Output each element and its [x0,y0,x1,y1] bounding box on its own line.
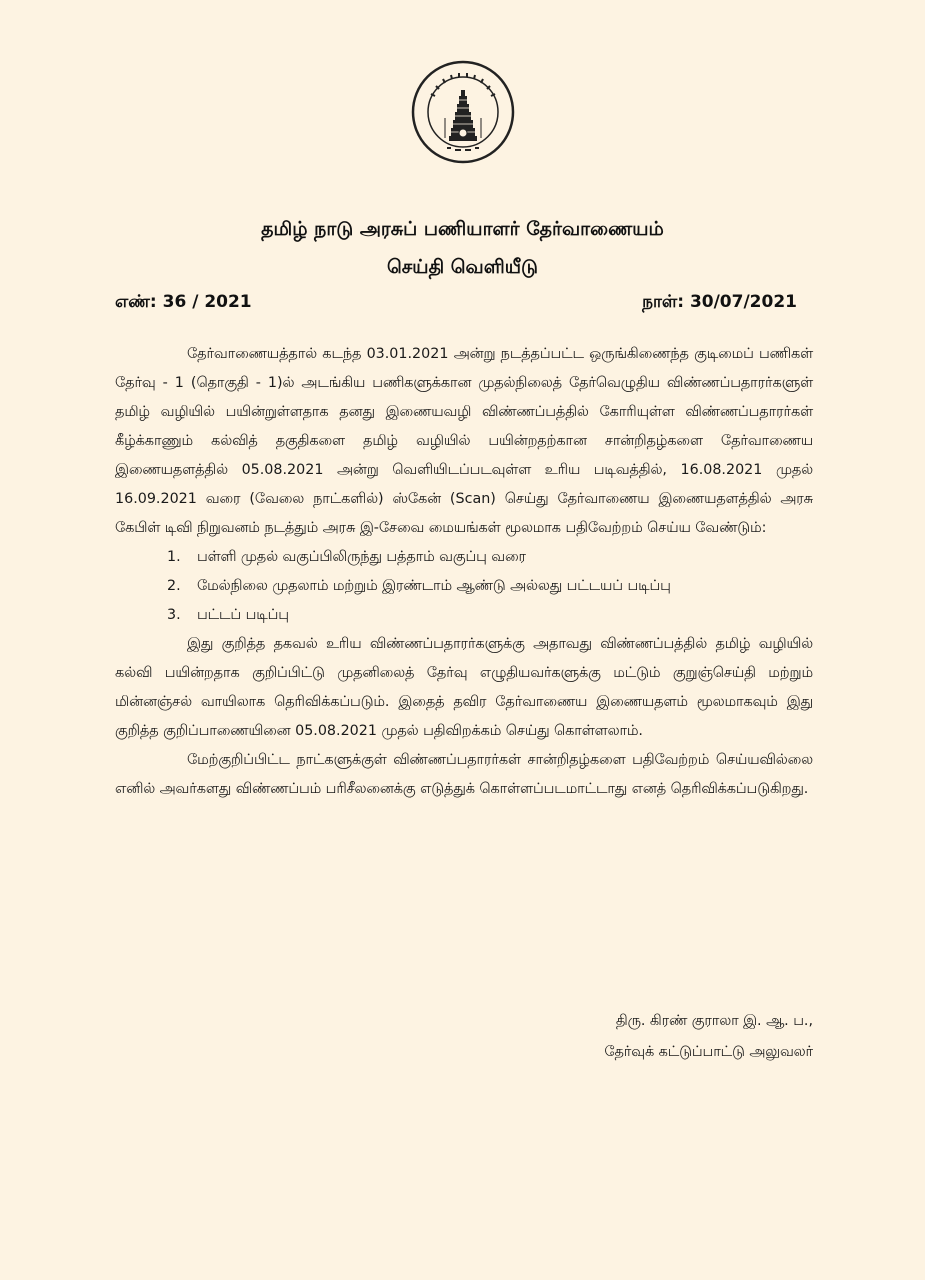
list-item-text: பள்ளி முதல் வகுப்பிலிருந்து பத்தாம் வகுப்பு வரை [197,549,526,565]
reference-number: எண்: 36 / 2021 [115,292,252,312]
document-body [115,340,813,804]
organization-title: தமிழ் நாடு அரசுப் பணியாளர் தேர்வாணையம் [261,218,664,240]
paragraph-notification: இது குறித்த தகவல் உரிய விண்ணப்பதாரர்களுக்கு அதாவது விண்ணப்பத்தில் தமிழ் வழியில் கல்வி பயின்றதாக குறிப்பிட்டு முதனிலைத் தேர்வு எழுதியவர்களுக்கு மட்டும் குறுஞ்செய்தி மற்றும் மின்னஞ்சல் வாயிலாக தெரிவிக்கப்படும். இதைத் தவிர தேர்வாணைய இணையதளம் மூலமாகவும் இது குறித்த குறிப்பாணையினை 05.08.2021 முதல் பதிவிறக்கம் செய்து கொள்ளலாம். [115,636,813,739]
emblem-seal-graphic [411,60,515,164]
list-item-number: 3. [167,607,181,623]
list-item [115,572,813,601]
signatory-name: திரு. கிரண் குராலா இ. ஆ. ப., [615,1013,813,1029]
paragraph-warning: மேற்குறிப்பிட்ட நாட்களுக்குள் விண்ணப்பதாரர்கள் சான்றிதழ்களை பதிவேற்றம் செய்யவில்லை எனில் அவர்களது விண்ணப்பம் பரிசீலனைக்கு எடுத்துக் கொள்ளப்படமாட்டாது எனத் தெரிவிக்கப்படுகிறது. [115,752,813,797]
list-item-number: 1. [167,549,181,565]
release-date: நாள்: 30/07/2021 [642,292,797,312]
list-item-text: மேல்நிலை முதலாம் மற்றும் இரண்டாம் ஆண்டு அல்லது பட்டயப் படிப்பு [197,578,671,594]
list-item-text: பட்டப் படிப்பு [197,607,289,623]
list-item [115,601,813,630]
signature-block [604,1006,813,1068]
qualification-list [115,543,813,630]
paragraph-instructions: தேர்வாணையத்தால் கடந்த 03.01.2021 அன்று நடத்தப்பட்ட ஒருங்கிணைந்த குடிமைப் பணிகள் தேர்வு - 1 (தொகுதி - 1)ல் அடங்கிய பணிகளுக்கான முதல்நிலைத் தேர்வெழுதிய விண்ணப்பதாரர்களுள் தமிழ் வழியில் பயின்றுள்ளதாக தனது இணையவழி விண்ணப்பத்தில் கோரியுள்ள விண்ணப்பதாரர்கள் கீழ்க்காணும் கல்வித் தகுதிகளை தமிழ் வழியில் பயின்றதற்கான சான்றிதழ்களை தேர்வாணைய இணையதளத்தில் 05.08.2021 அன்று வெளியிடப்படவுள்ள உரிய படிவத்தில், 16.08.2021 முதல் 16.09.2021 வரை (வேலை நாட்களில்) ஸ்கேன் (Scan) செய்து தேர்வாணைய இணையதளத்தில் அரசு கேபிள் டிவி நிறுவனம் நடத்தும் அரசு இ-சேவை மையங்கள் மூலமாக பதிவேற்றம் செய்ய வேண்டும்: [115,346,813,536]
list-item-number: 2. [167,578,181,594]
government-emblem [411,60,515,164]
press-release-title: செய்தி வெளியீடு [386,256,538,278]
signatory-title: தேர்வுக் கட்டுப்பாட்டு அலுவலர் [604,1044,813,1060]
list-item [115,543,813,572]
